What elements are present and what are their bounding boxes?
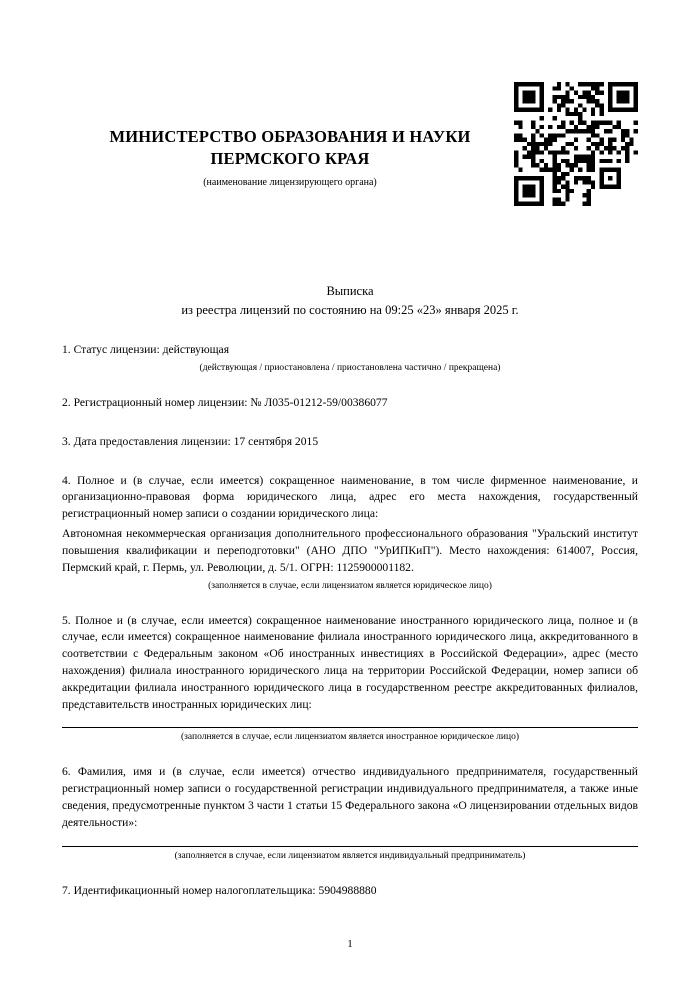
item-3-text: 3. Дата предоставления лицензии: 17 сентября 2015 — [62, 434, 319, 448]
document-title-line2: из реестра лицензий по состоянию на 09:25 «23» января 2025 г. — [181, 302, 519, 317]
item-1-status — [62, 342, 638, 359]
document-title-line1: Выписка — [326, 283, 374, 298]
item-5-fill-line — [62, 727, 638, 728]
organization-title-line1: МИНИСТЕРСТВО ОБРАЗОВАНИЯ И НАУКИ — [109, 127, 471, 146]
document-title — [62, 282, 638, 321]
item-4-text: 4. Полное и (в случае, если имеется) сокращенное наименование, в том числе фирменное наименование, и организационно-правовая форма юридического лица, адрес его места нахождения, государственный регистрационный номер записи о создании юридического лица: — [62, 473, 638, 521]
item-2-text: 2. Регистрационный номер лицензии: № Л035-01212-59/00386077 — [62, 396, 388, 410]
item-4-value: Автономная некоммерческая организация дополнительного профессионального образования "Уральский институт повышения квалификации и переподготовки" (АНО ДПО "УрИПКиП"). Место нахождения: 614007, Россия, Пермский край, г. Пермь, ул. Революции, д. 5/1. ОГРН: 1125900001182. — [62, 527, 638, 575]
item-3-issue-date — [62, 434, 638, 451]
item-5-foreign-legal-entity — [62, 613, 638, 714]
item-5-note: (заполняется в случае, если лицензиатом является иностранное юридическое лицо) — [181, 732, 519, 743]
qr-code — [514, 82, 638, 206]
page-number: 1 — [347, 938, 353, 950]
organization-title-line2: ПЕРМСКОГО КРАЯ — [210, 148, 370, 168]
item-6-fill-line — [62, 846, 638, 847]
item-4-legal-entity — [62, 473, 638, 577]
item-6-individual-entrepreneur — [62, 764, 638, 831]
item-1-note: (действующая / приостановлена / приостановлена частично / прекращена) — [199, 363, 501, 374]
organization-title — [62, 126, 518, 170]
item-6-text: 6. Фамилия, имя и (в случае, если имеется) отчество индивидуального предпринимателя, государственный регистрационный номер записи о государственной регистрации индивидуального предпринимателя, а также иные сведения, предусмотренные пунктом 3 части 1 статьи 15 Федерального закона «О лицензировании отдельных видов деятельности»: — [62, 765, 638, 829]
item-2-registration-number — [62, 395, 638, 412]
item-6-note: (заполняется в случае, если лицензиатом является индивидуальный предприниматель) — [174, 850, 526, 861]
qr-code-image — [514, 82, 638, 206]
item-7-taxpayer-id — [62, 883, 638, 900]
organization-subtitle: (наименование лицензирующего органа) — [203, 176, 377, 188]
item-5-text: 5. Полное и (в случае, если имеется) сокращенное наименование иностранного юридического лица, полное и (в случае, если имеется) сокращенное наименование филиала иностранного юридического лица, аккредитованного в соответствии с Федеральным законом «Об иностранных инвестициях в Российской Федерации», адрес (место нахождения) филиала иностранного юридического лица на территории Российской Федерации, номер записи об аккредитации филиала иностранного юридического лица в государственном реестре аккредитованных филиалов, представительств иностранных юридических лиц: — [62, 613, 638, 711]
item-1-text: 1. Статус лицензии: действующая — [62, 343, 230, 357]
item-4-note: (заполняется в случае, если лицензиатом является юридическое лицо) — [208, 580, 492, 591]
item-7-text: 7. Идентификационный номер налогоплательщика: 5904988880 — [62, 883, 377, 897]
